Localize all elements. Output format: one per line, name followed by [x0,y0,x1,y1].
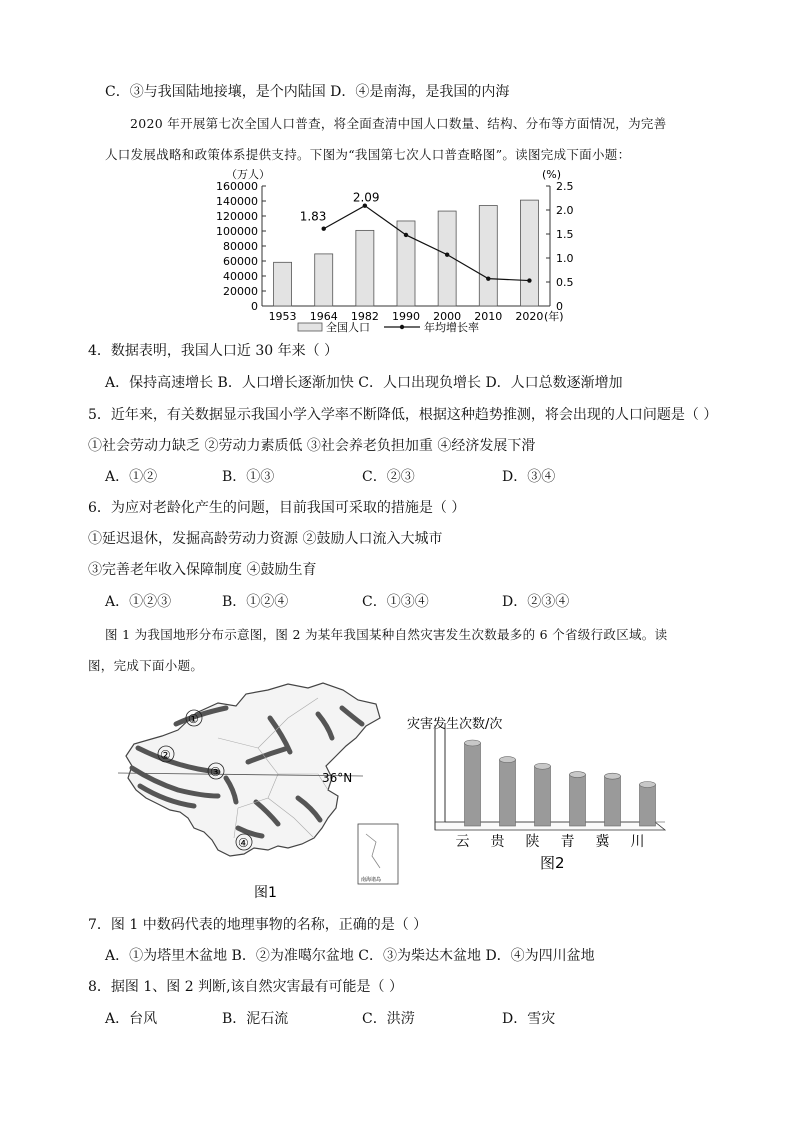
intro-census-line2: 人口发展战略和政策体系提供支持。下图为“我国第七次人口普查略图”。读图完成下面小题： [105,147,631,162]
intro-disaster-line1: 图 1 为我国地形分布示意图，图 2 为某年我国某种自然灾害发生次数最多的 6 个省级行政区域。读 [105,627,668,642]
question-5-option-c: C．②③ [362,469,415,485]
south-sea-inset [358,824,398,884]
question-4-options: A．保持高速增长 B．人口增长逐渐加快 C．人口出现负增长 D．人口总数逐渐增加 [105,375,623,391]
question-8-option-d: D．雪灾 [502,1011,556,1027]
population-bar [315,254,333,306]
x-tick-label: 1964 [309,310,338,323]
category-label: 云 [455,834,470,850]
disaster-bar [465,743,481,826]
left-tick-label: 20000 [223,285,258,298]
left-tick-label: 40000 [223,270,258,283]
figure-2-caption: 图2 [540,854,565,872]
data-label: 2.09 [352,190,380,205]
map-label-3: ③ [210,765,221,779]
figure-1-caption: 图1 [254,885,277,901]
x-tick-label: 1953 [268,310,297,323]
right-tick-label: 2.5 [556,180,574,193]
question-5-option-a: A．①② [105,469,158,485]
x-tick-label: 1982 [350,310,379,323]
map-label-2: ② [160,748,171,762]
question-6: 6．为应对老龄化产生的问题，目前我国可采取的措施是（ ） [88,500,466,516]
category-label: 冀 [595,834,610,850]
growth-rate-point [404,233,408,237]
category-label: 贵 [490,834,505,850]
disaster-bar [605,776,621,826]
population-bar [479,206,497,306]
growth-rate-point [527,278,531,282]
question-5-option-b: B．①③ [222,469,275,485]
intro-disaster-line2: 图，完成下面小题。 [88,658,204,673]
population-bar [520,200,538,306]
intro-census-line1: 2020 年开展第七次全国人口普查，将全面查清中国人口数量、结构、分布等方面情况，为完善 [130,116,667,131]
growth-rate-point [322,227,326,231]
question-6-option-a: A．①②③ [105,594,172,610]
right-tick-label: 1.5 [556,228,574,241]
question-8-option-c: C．洪涝 [362,1011,415,1027]
disaster-chart [405,712,695,880]
question-7-options: A．①为塔里木盆地 B．②为准噶尔盆地 C．③为柴达木盆地 D．④为四川盆地 [105,948,595,964]
left-tick-label: 80000 [223,240,258,253]
left-tick-label: 120000 [216,210,258,223]
question-7: 7．图 1 中数码代表的地理事物的名称，正确的是（ ） [88,917,428,933]
population-bar [356,230,374,306]
x-tick-label: 1990 [392,310,420,323]
right-unit: (%) [542,168,562,181]
category-label: 青 [560,834,575,850]
category-label: 陕 [525,834,540,850]
category-label: 川 [630,834,645,850]
map-label-1: ① [188,712,199,726]
left-tick-label: 160000 [216,180,258,193]
x-tick-label: 2010 [474,310,503,323]
question-6-option-d: D．②③④ [502,594,570,610]
question-8: 8．据图 1、图 2 判断,该自然灾害最有可能是（ ） [88,979,403,995]
china-terrain-map [118,678,408,903]
growth-rate-point [486,276,490,280]
legend-bar-label: 全国人口 [326,321,370,334]
x-unit: (年) [544,310,564,323]
left-tick-label: 0 [251,300,258,313]
disaster-bar-top [605,773,621,779]
growth-rate-point [445,252,449,256]
left-tick-label: 100000 [216,225,258,238]
right-tick-label: 2.0 [556,204,574,217]
legend-bar-swatch [298,323,322,331]
left-tick-label: 140000 [216,195,258,208]
census-chart [180,163,600,341]
question-6-items-2: ③完善老年收入保障制度 ④鼓励生育 [88,562,317,578]
disaster-bar-top [570,772,586,778]
disaster-bar-top [465,740,481,746]
map-label-4: ④ [238,836,249,850]
question-5-option-d: D．③④ [502,469,556,485]
population-bar [274,262,292,306]
question-5-items: ①社会劳动力缺乏 ②劳动力素质低 ③社会养老负担加重 ④经济发展下滑 [88,438,536,454]
right-tick-label: 1.0 [556,252,574,265]
disaster-bar-top [535,763,551,769]
right-tick-label: 0 [556,300,563,313]
x-tick-label: 2000 [433,310,462,323]
disaster-bar [535,766,551,826]
disaster-bar [570,775,586,826]
disaster-bar-top [500,757,516,763]
question-6-option-c: C．①③④ [362,594,429,610]
disaster-bar [640,785,656,827]
question-4: 4．数据表明，我国人口近 30 年来（ ） [88,343,339,359]
x-tick-label: 2020 [515,310,544,323]
question-5: 5．近年来，有关数据显示我国小学入学率不断降低，根据这种趋势推测，将会出现的人口问题是（ ） [88,407,718,423]
data-label: 1.83 [299,209,327,224]
legend-line-label: 年均增长率 [424,321,479,334]
legend-line-marker [400,325,404,329]
right-tick-label: 0.5 [556,276,574,289]
latitude-label: 36°N [322,771,353,785]
left-tick-label: 60000 [223,255,258,268]
growth-rate-line [324,206,530,281]
question-8-option-b: B．泥石流 [222,1011,289,1027]
question-6-items-1: ①延迟退休，发掘高龄劳动力资源 ②鼓励人口流入大城市 [88,531,443,547]
inset-caption: 南海诸岛 [361,877,382,883]
disaster-bar-top [640,782,656,788]
disaster-bar [500,760,516,826]
y-axis-label: 灾害发生次数/次 [407,717,503,732]
left-unit: （万人） [226,168,270,181]
question-6-option-b: B．①②④ [222,594,289,610]
q3-option-cd: C．③与我国陆地接壤，是个内陆国 D．④是南海，是我国的内海 [105,84,510,100]
question-8-option-a: A．台风 [105,1011,158,1027]
